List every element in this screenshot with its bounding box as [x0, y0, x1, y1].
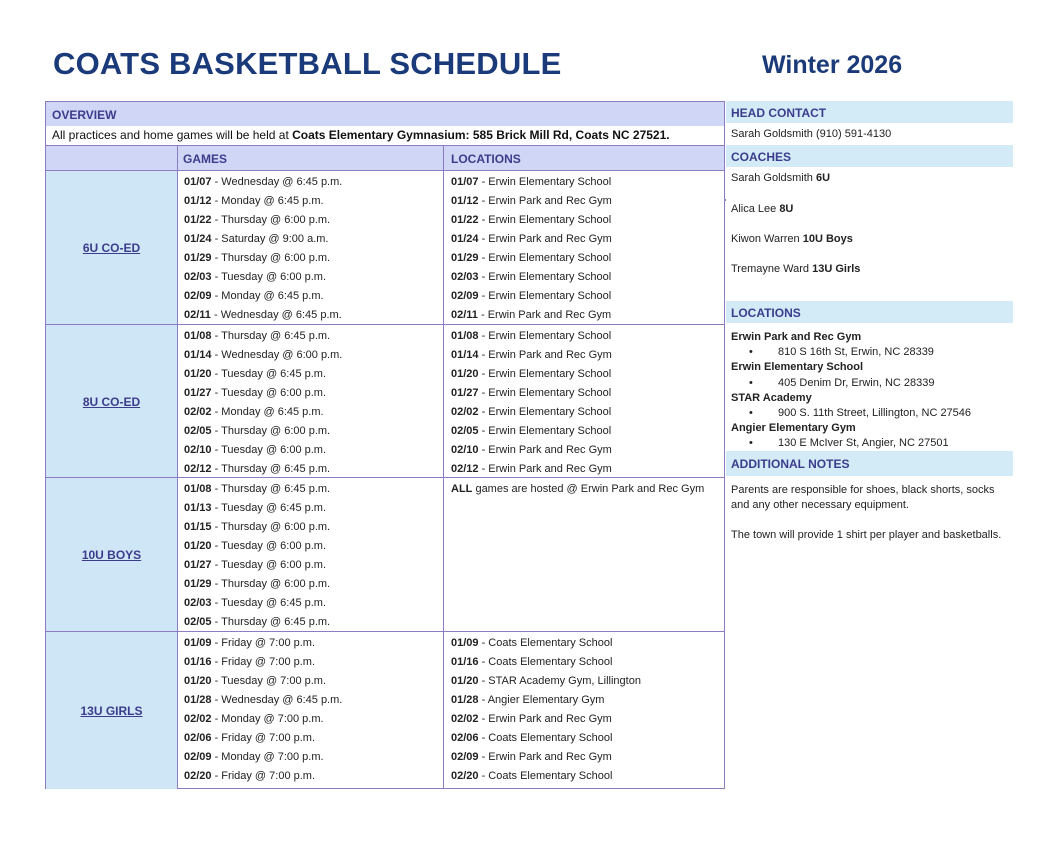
location-row: 01/09 - Coats Elementary School: [451, 637, 613, 649]
head-contact-header: HEAD CONTACT: [731, 106, 827, 120]
game-row: 01/09 - Friday @ 7:00 p.m.: [184, 637, 316, 649]
season-label: Winter 2026: [762, 51, 903, 79]
game-row: 01/24 - Saturday @ 9:00 a.m.: [184, 233, 329, 245]
overview-header-band: [46, 102, 724, 126]
location-name: Erwin Park and Rec Gym: [731, 331, 862, 343]
game-row: 01/22 - Thursday @ 6:00 p.m.: [184, 214, 331, 226]
games-header: GAMES: [183, 152, 228, 166]
location-row: 02/05 - Erwin Elementary School: [451, 425, 612, 437]
games-column: [184, 634, 342, 786]
game-row: 02/05 - Thursday @ 6:00 p.m.: [184, 425, 331, 437]
team-label-cell: [46, 478, 177, 632]
game-row: 02/09 - Monday @ 7:00 p.m.: [184, 751, 324, 763]
game-row: 01/14 - Wednesday @ 6:00 p.m.: [184, 349, 343, 361]
location-row: 02/12 - Erwin Park and Rec Gym: [451, 463, 612, 475]
location-row: 01/16 - Coats Elementary School: [451, 656, 613, 668]
team-name-link[interactable]: 13U GIRLS: [80, 703, 143, 718]
location-row: 01/29 - Erwin Elementary School: [451, 252, 612, 264]
coaches-header-band: [726, 145, 1013, 167]
game-row: 01/15 - Thursday @ 6:00 p.m.: [184, 521, 331, 533]
coach-item: Sarah Goldsmith 6U: [731, 172, 831, 184]
team-name-link[interactable]: 6U CO-ED: [82, 241, 141, 255]
schedule-table: [45, 101, 725, 789]
game-row: 02/09 - Monday @ 6:45 p.m.: [184, 290, 324, 302]
location-name: Angier Elementary Gym: [731, 422, 856, 434]
game-row: 01/28 - Wednesday @ 6:45 p.m.: [184, 694, 343, 706]
game-row: 02/12 - Thursday @ 6:45 p.m.: [184, 463, 331, 475]
game-row: 02/11 - Wednesday @ 6:45 p.m.: [184, 309, 342, 321]
game-row: 02/20 - Friday @ 7:00 p.m.: [184, 770, 316, 782]
location-row: 01/24 - Erwin Park and Rec Gym: [451, 233, 612, 245]
location-row: 01/08 - Erwin Elementary School: [451, 330, 612, 342]
game-row: 01/12 - Monday @ 6:45 p.m.: [184, 195, 324, 207]
locations-column: [451, 327, 612, 479]
divider: [46, 324, 724, 325]
head-contact: Sarah Goldsmith (910) 591-4130: [731, 128, 892, 140]
game-row: 02/05 - Thursday @ 6:45 p.m.: [184, 616, 331, 628]
location-row: 02/10 - Erwin Park and Rec Gym: [451, 444, 612, 456]
game-row: 01/20 - Tuesday @ 7:00 p.m.: [184, 675, 327, 687]
team-label-cell: [46, 632, 177, 789]
game-row: 02/03 - Tuesday @ 6:00 p.m.: [184, 271, 327, 283]
game-row: 01/20 - Tuesday @ 6:00 p.m.: [184, 540, 327, 552]
games-column: [184, 480, 330, 632]
location-row: 02/02 - Erwin Elementary School: [451, 406, 612, 418]
game-row: 01/27 - Tuesday @ 6:00 p.m.: [184, 559, 327, 571]
location-row: 02/09 - Erwin Park and Rec Gym: [451, 751, 612, 763]
team-label-cell: [46, 171, 177, 325]
head-contact-header-band: [726, 101, 1013, 123]
locations-column: [451, 634, 641, 786]
location-row: 02/06 - Coats Elementary School: [451, 732, 613, 744]
coach-item: Tremayne Ward 13U Girls: [731, 263, 861, 275]
column-divider: [443, 146, 444, 789]
game-row: 02/02 - Monday @ 6:45 p.m.: [184, 406, 324, 418]
location-row: 01/12 - Erwin Park and Rec Gym: [451, 195, 612, 207]
location-row: 02/09 - Erwin Elementary School: [451, 290, 612, 302]
overview-header: OVERVIEW: [52, 108, 117, 122]
game-row: 02/10 - Tuesday @ 6:00 p.m.: [184, 444, 327, 456]
overview-text-plain: All practices and home games will be held at: [52, 128, 293, 142]
location-address: • 810 S 16th St, Erwin, NC 28339: [753, 346, 934, 358]
overview-text-bold: Coats Elementary Gymnasium: 585 Brick Mill Rd, Coats NC 27521.: [292, 128, 670, 142]
team-block: [46, 171, 724, 325]
game-row: 01/27 - Tuesday @ 6:00 p.m.: [184, 387, 327, 399]
game-row: 01/29 - Thursday @ 6:00 p.m.: [184, 252, 331, 264]
location-address: • 130 E McIver St, Angier, NC 27501: [753, 437, 949, 449]
game-row: 01/13 - Tuesday @ 6:45 p.m.: [184, 502, 327, 514]
column-divider: [177, 146, 178, 789]
location-address: • 900 S. 11th Street, Lillington, NC 27546: [753, 407, 971, 419]
location-row: 01/07 - Erwin Elementary School: [451, 176, 612, 188]
game-row: 01/07 - Wednesday @ 6:45 p.m.: [184, 176, 343, 188]
location-row: 01/20 - Erwin Elementary School: [451, 368, 612, 380]
game-row: 01/20 - Tuesday @ 6:45 p.m.: [184, 368, 327, 380]
game-row: 01/29 - Thursday @ 6:00 p.m.: [184, 578, 331, 590]
team-block: [46, 632, 724, 789]
coaches-header: COACHES: [731, 150, 792, 164]
team-label-cell: [46, 325, 177, 478]
locations-column: [451, 173, 612, 325]
note-text: Parents are responsible for shoes, black shorts, socks and any other necessary equipment.: [731, 484, 995, 511]
locations-column: [451, 480, 704, 499]
team-name-link[interactable]: 8U CO-ED: [82, 394, 141, 409]
location-name: Erwin Elementary School: [731, 361, 864, 373]
divider: [46, 631, 724, 632]
game-row: 02/02 - Monday @ 7:00 p.m.: [184, 713, 324, 725]
location-name: STAR Academy: [731, 392, 812, 404]
location-note: ALL games are hosted @ Erwin Park and Rec Gym: [451, 483, 705, 495]
location-row: 02/02 - Erwin Park and Rec Gym: [451, 713, 612, 725]
game-row: 01/16 - Friday @ 7:00 p.m.: [184, 656, 316, 668]
coach-item: Kiwon Warren 10U Boys: [731, 233, 853, 245]
locations-side-header: LOCATIONS: [731, 306, 801, 320]
team-name-link[interactable]: 10U BOYS: [81, 548, 142, 562]
team-block: [46, 325, 724, 478]
location-row: 01/22 - Erwin Elementary School: [451, 214, 612, 226]
location-address: • 405 Denim Dr, Erwin, NC 28339: [753, 377, 935, 389]
location-row: 01/28 - Angier Elementary Gym: [451, 694, 605, 706]
location-row: 01/27 - Erwin Elementary School: [451, 387, 612, 399]
page-title: COATS BASKETBALL SCHEDULE: [53, 46, 562, 81]
location-row: 02/11 - Erwin Park and Rec Gym: [451, 309, 612, 321]
notes-header: ADDITIONAL NOTES: [731, 457, 850, 471]
location-row: 01/14 - Erwin Park and Rec Gym: [451, 349, 612, 361]
divider: [725, 199, 726, 201]
game-row: 01/08 - Thursday @ 6:45 p.m.: [184, 330, 331, 342]
locations-side-header-band: [726, 301, 1013, 323]
games-column: [184, 327, 342, 479]
games-column: [184, 173, 342, 325]
game-row: 02/06 - Friday @ 7:00 p.m.: [184, 732, 316, 744]
coach-item: Alica Lee 8U: [731, 203, 794, 215]
location-row: 02/03 - Erwin Elementary School: [451, 271, 612, 283]
location-row: 02/20 - Coats Elementary School: [451, 770, 613, 782]
notes-header-band: [726, 451, 1013, 476]
locations-header: LOCATIONS: [451, 152, 521, 166]
note-text: The town will provide 1 shirt per player and basketballs.: [731, 529, 1002, 541]
game-row: 01/08 - Thursday @ 6:45 p.m.: [184, 483, 331, 495]
game-row: 02/03 - Tuesday @ 6:45 p.m.: [184, 597, 327, 609]
team-block: [46, 478, 724, 632]
column-header-band: [46, 146, 724, 170]
location-row: 01/20 - STAR Academy Gym, Lillington: [451, 675, 641, 687]
overview-text: [52, 128, 670, 142]
divider: [46, 477, 724, 478]
